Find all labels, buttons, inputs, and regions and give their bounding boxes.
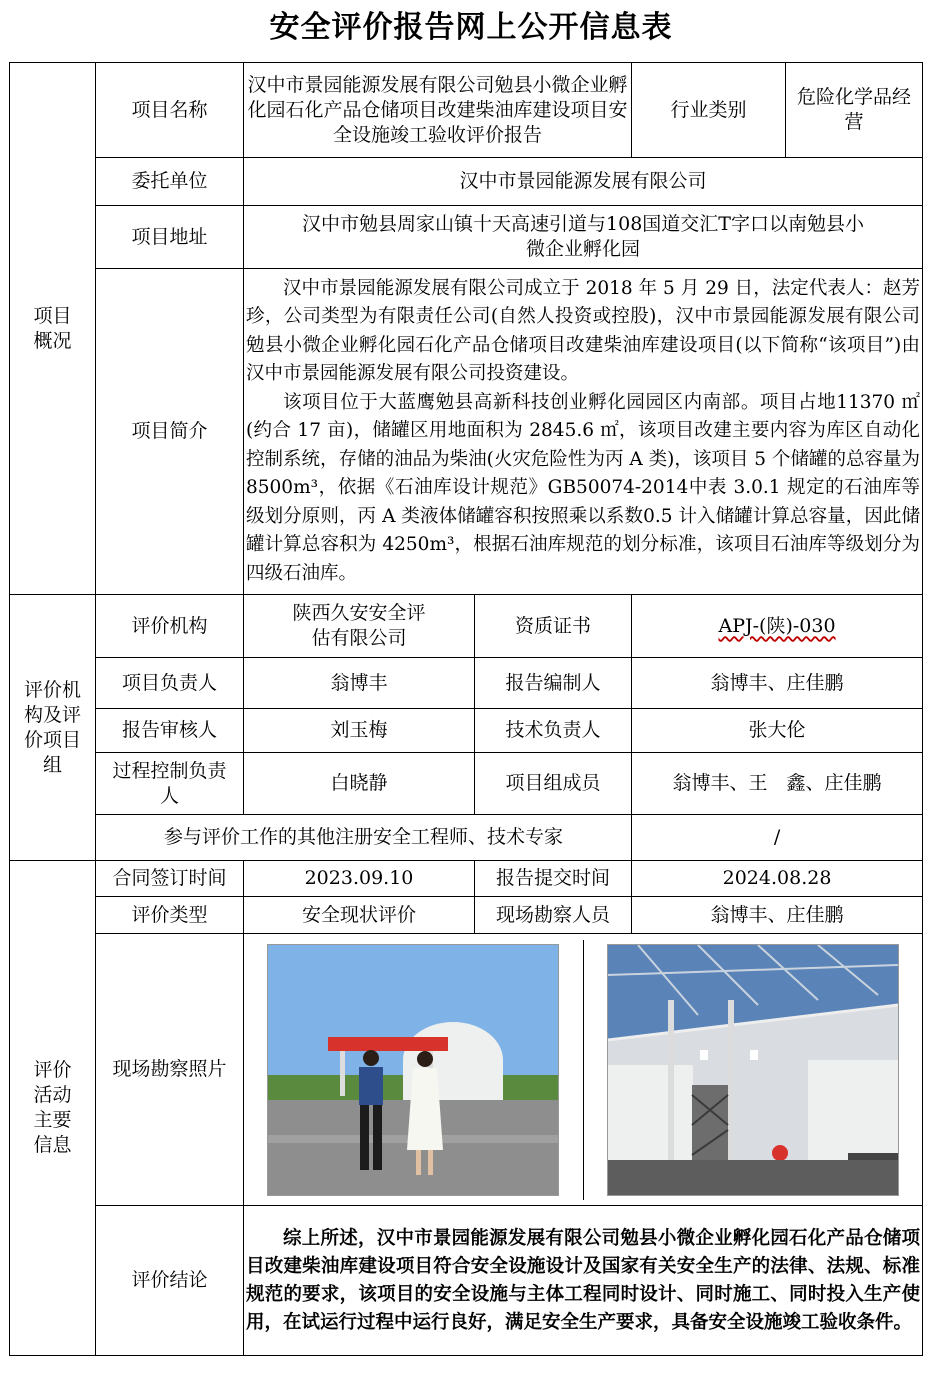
reviewer-label: 报告审核人 — [96, 709, 244, 753]
section-activity-label: 评价活动主要信息 — [10, 861, 96, 1356]
members-value: 翁博丰、王 鑫、庄佳鹏 — [632, 753, 923, 815]
address-value: 汉中市勉县周家山镇十天高速引道与108国道交汇T字口以南勉县小微企业孵化园 — [244, 206, 923, 269]
client-label: 委托单位 — [96, 158, 244, 206]
project-name-value: 汉中市景园能源发展有限公司勉县小微企业孵化园石化产品仓储项目改建柴油库建设项目安全设施竣工验收评价报告 — [244, 63, 632, 158]
intro-paragraph-2: 该项目位于大蓝鹰勉县高新科技创业孵化园园区内南部。项目占地11370 ㎡(约合 17 亩)，储罐区用地面积为 2845.6 ㎡，该项目改建主要内容为库区自动化控制系统，存储的油品为柴油(火灾危险性为丙 A 类)，该项目 5 个储罐的总容量为 8500m³，依据《石油库设计规范》GB50074-2014中表 3.0.1 规定的石油库等级划分原则，丙 A 类液体储罐容积按照乘以系数0.5 计入储罐计算总容量，因此储罐计算总容积为 4250m³，根据石油库规范的划分标准，该项目石油库等级划分为四级石油库。 — [246, 391, 921, 584]
site-photo-2 — [607, 944, 899, 1196]
project-name-label: 项目名称 — [96, 63, 244, 158]
client-value: 汉中市景园能源发展有限公司 — [244, 158, 923, 206]
photos-cell — [244, 934, 923, 1206]
others-value: / — [632, 815, 923, 861]
industry-value: 危险化学品经营 — [786, 63, 923, 158]
intro-text — [244, 269, 923, 595]
submit-label: 报告提交时间 — [475, 861, 632, 897]
section-overview-label: 项目概况 — [10, 63, 96, 595]
tech-label: 技术负责人 — [475, 709, 632, 753]
type-label: 评价类型 — [96, 897, 244, 934]
conclusion-paragraph: 综上所述，汉中市景园能源发展有限公司勉县小微企业孵化园石化产品仓储项目改建柴油库建设项目符合安全设施设计及国家有关安全生产的法律、法规、标准规范的要求，该项目的安全设施与主体工程同时设计、同时施工、同时投入生产使用，在试运行过程中运行良好，满足安全生产要求，具备安全设施竣工验收条件。 — [246, 1227, 921, 1333]
survey-value: 翁博丰、庄佳鹏 — [632, 897, 923, 934]
cert-value: APJ-(陕)-030 — [632, 595, 923, 658]
survey-label: 现场勘察人员 — [475, 897, 632, 934]
conclusion-text — [244, 1206, 923, 1356]
contract-label: 合同签订时间 — [96, 861, 244, 897]
tech-value: 张大伦 — [632, 709, 923, 753]
agency-value: 陕西久安安全评估有限公司 — [244, 595, 475, 658]
address-label: 项目地址 — [96, 206, 244, 269]
conclusion-label: 评价结论 — [96, 1206, 244, 1356]
intro-label: 项目简介 — [96, 269, 244, 595]
cert-label: 资质证书 — [475, 595, 632, 658]
industry-label: 行业类别 — [632, 63, 786, 158]
reviewer-value: 刘玉梅 — [244, 709, 475, 753]
leader-label: 项目负责人 — [96, 658, 244, 709]
info-table — [9, 62, 923, 1356]
agency-label: 评价机构 — [96, 595, 244, 658]
submit-date: 2024.08.28 — [632, 861, 923, 897]
others-label: 参与评价工作的其他注册安全工程师、技术专家 — [96, 815, 632, 861]
process-label: 过程控制负责人 — [96, 753, 244, 815]
leader-value: 翁博丰 — [244, 658, 475, 709]
photos-label: 现场勘察照片 — [96, 934, 244, 1206]
contract-date: 2023.09.10 — [244, 861, 475, 897]
section-org-label: 评价机构及评价项目组 — [10, 595, 96, 861]
type-value: 安全现状评价 — [244, 897, 475, 934]
site-photo-1 — [267, 944, 559, 1196]
members-label: 项目组成员 — [475, 753, 632, 815]
intro-paragraph-1: 汉中市景园能源发展有限公司成立于 2018 年 5 月 29 日，法定代表人：赵芳珍，公司类型为有限责任公司(自然人投资或控股)，汉中市景园能源发展有限公司勉县小微企业孵化园石化产品仓储项目改建柴油库建设项目(以下简称“该项目”)由汉中市景园能源发展有限公司投资建设。 — [246, 277, 921, 385]
writer-label: 报告编制人 — [475, 658, 632, 709]
writer-value: 翁博丰、庄佳鹏 — [632, 658, 923, 709]
process-value: 白晓静 — [244, 753, 475, 815]
page-title: 安全评价报告网上公开信息表 — [269, 10, 673, 45]
